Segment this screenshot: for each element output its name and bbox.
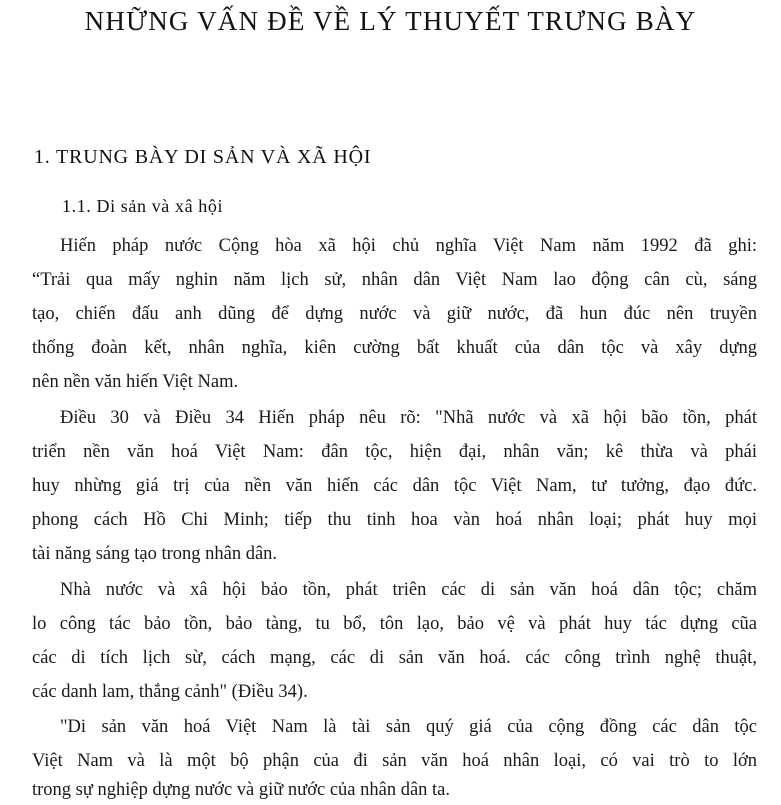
paragraph-line: tài năng sáng tạo trong nhân dân. (32, 544, 278, 564)
paragraph-line: Hiến pháp nước Cộng hòa xã hội chủ nghĩa Việt Nam năm 1992 đã ghi: (60, 236, 757, 256)
paragraph-line: thống đoàn kết, nhân nghĩa, kiên cường bất khuất của dân tộc và xây dựng (32, 338, 757, 358)
paragraph-line: "Di sản văn hoá Việt Nam là tài sản quý giá của cộng đồng các dân tộc (60, 717, 757, 737)
section-heading: 1. TRUNG BÀY DI SẢN VÀ XÃ HỘI (34, 146, 372, 168)
paragraph-line: trong sự nghiệp dựng nước và giữ nước của nhân dân ta. (32, 780, 451, 800)
document-title: NHỮNG VẤN ĐỀ VỀ LÝ THUYẾT TRƯNG BÀY (84, 6, 697, 36)
paragraph-line: Việt Nam và là một bộ phận của đi sản văn hoá nhân loại, có vai trò to lớn (32, 751, 757, 771)
paragraph-line: nên nền văn hiến Việt Nam. (32, 372, 239, 392)
paragraph-line: phong cách Hồ Chi Minh; tiếp thu tinh hoa vàn hoá nhân loại; phát huy mọi (32, 510, 757, 530)
paragraph-line: Nhà nước và xâ hội bảo tồn, phát triên các di sản văn hoá dân tộc; chăm (60, 580, 757, 600)
paragraph-line: triển nền văn hoá Việt Nam: đân tộc, hiện đại, nhân văn; kê thừa và phái (32, 442, 757, 462)
paragraph-line: lo công tác bảo tồn, bảo tàng, tu bổ, tôn lạo, bảo vệ và phát huy tác dựng cũa (32, 614, 757, 634)
paragraph-line: Điều 30 và Điều 34 Hiến pháp nêu rõ: "Nhã nước và xã hội bão tồn, phát (60, 408, 757, 428)
subsection-heading: 1.1. Di sản và xâ hội (62, 196, 224, 216)
paragraph-line: “Trải qua mấy nghin năm lịch sử, nhân dân Việt Nam lao động cân cù, sáng (32, 270, 757, 290)
paragraph-line: các danh lam, thắng cảnh" (Điều 34). (32, 682, 308, 702)
paragraph-line: tạo, chiến đấu anh dũng để dựng nước và giữ nước, đã hun đúc nên truyền (32, 304, 757, 324)
paragraph-line: các di tích lịch sừ, cách mạng, các di sản văn hoá. các công trình nghệ thuật, (32, 648, 757, 668)
paragraph-line: huy nhừng giá trị của nền văn hiến các dân tộc Việt Nam, tư tưởng, đạo đức. (32, 476, 757, 496)
